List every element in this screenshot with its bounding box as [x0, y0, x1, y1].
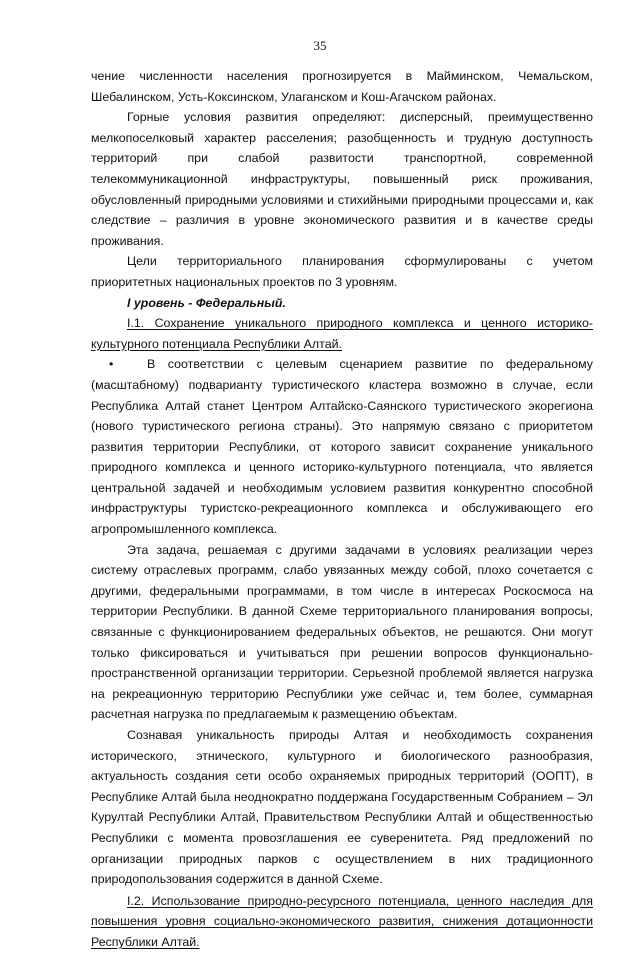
page-number: 35 [313, 38, 327, 53]
paragraph-planning-goals: Цели территориального планирования сформулированы с учетом приоритетных национальных проектов по 3 уровням. [91, 254, 593, 289]
paragraph-target-scenario [91, 354, 593, 539]
subheading-resource-potential: I.2. Использование природно-ресурсного потенциала, ценного наследия для повышения уровня социально-экономического развития, снижения дотационности Республики Алтай. [91, 893, 593, 949]
paragraph-population: чение численности населения прогнозируется в Майминском, Чемальском, Шебалинском, Усть-Коксинском, Улаганском и Кош-Агачском районах. [91, 69, 593, 104]
paragraph-mountain-conditions: Горные условия развития определяют: дисперсный, преимущественно мелкопоселковый характер расселения; разобщенность и трудную доступность территорий при слабой развитости транспортной, современной телекоммуникационной инфраструктуры, повышенный риск проживания, обусловленный природными условиями и стихийными природными процессами и, как следствие – различия в уровне экономического развития и в качестве среды проживания. [91, 110, 593, 248]
document-body [91, 66, 593, 953]
paragraph-task-programs: Эта задача, решаемая с другими задачами в условиях реализации через систему отраслевых программ, слабо увязанных между собой, плохо сочетается с другими, федеральными программами, в том числе в интересах Роскосмоса на территории Республики. В данной Схеме территориального планирования вопросы, связанные с функционированием федеральных объектов, не решаются. Они могут только фиксироваться и учитываться при решении вопросов функционально-пространственной организации территории. Серьезной проблемой является нагрузка на рекреационную территорию Республики уже сейчас и, тем более, суммарная расчетная нагрузка по предлагаемым к размещению объектам. [91, 542, 593, 722]
paragraph-uniqueness-altai: Сознавая уникальность природы Алтая и необходимость сохранения исторического, этнического, культурного и биологического разнообразия, актуальность создания сети особо охраняемых природных территорий (ООПТ), в Республике Алтай была неоднократно поддержана Государственным Собранием – Эл Курултай Республики Алтай, Правительством Республики Алтай и общественностью Республики с момента провозглашения ее суверенитета. Ряд предложений по организации природных парков с осуществлением в них традиционного природопользования содержится в данной Схеме. [91, 728, 593, 887]
paragraph-target-scenario-text: В соответствии с целевым сценарием развитие по федеральному (масштабному) подварианту туристического кластера возможно в случае, если Республика Алтай станет Центром Алтайско-Саянского туристического экорегиона (нового туристического региона страны). Это напрямую связано с приоритетом развития территории Республики, от которого зависит сохранение уникального природного комплекса и ценного историко-культурного потенциала, что является центральной задачей и необходимым условием развития конкурентно способной инфраструктуры туристско-рекреационного комплекса и обслуживающего его агропромышленного комплекса. [91, 357, 593, 537]
subheading-nature-preservation: I.1. Сохранение уникального природного комплекса и ценного историко-культурного потенциала Республики Алтай. [91, 316, 593, 351]
bullet-icon: • [109, 357, 114, 372]
heading-federal-level: I уровень - Федеральный. [127, 295, 286, 310]
